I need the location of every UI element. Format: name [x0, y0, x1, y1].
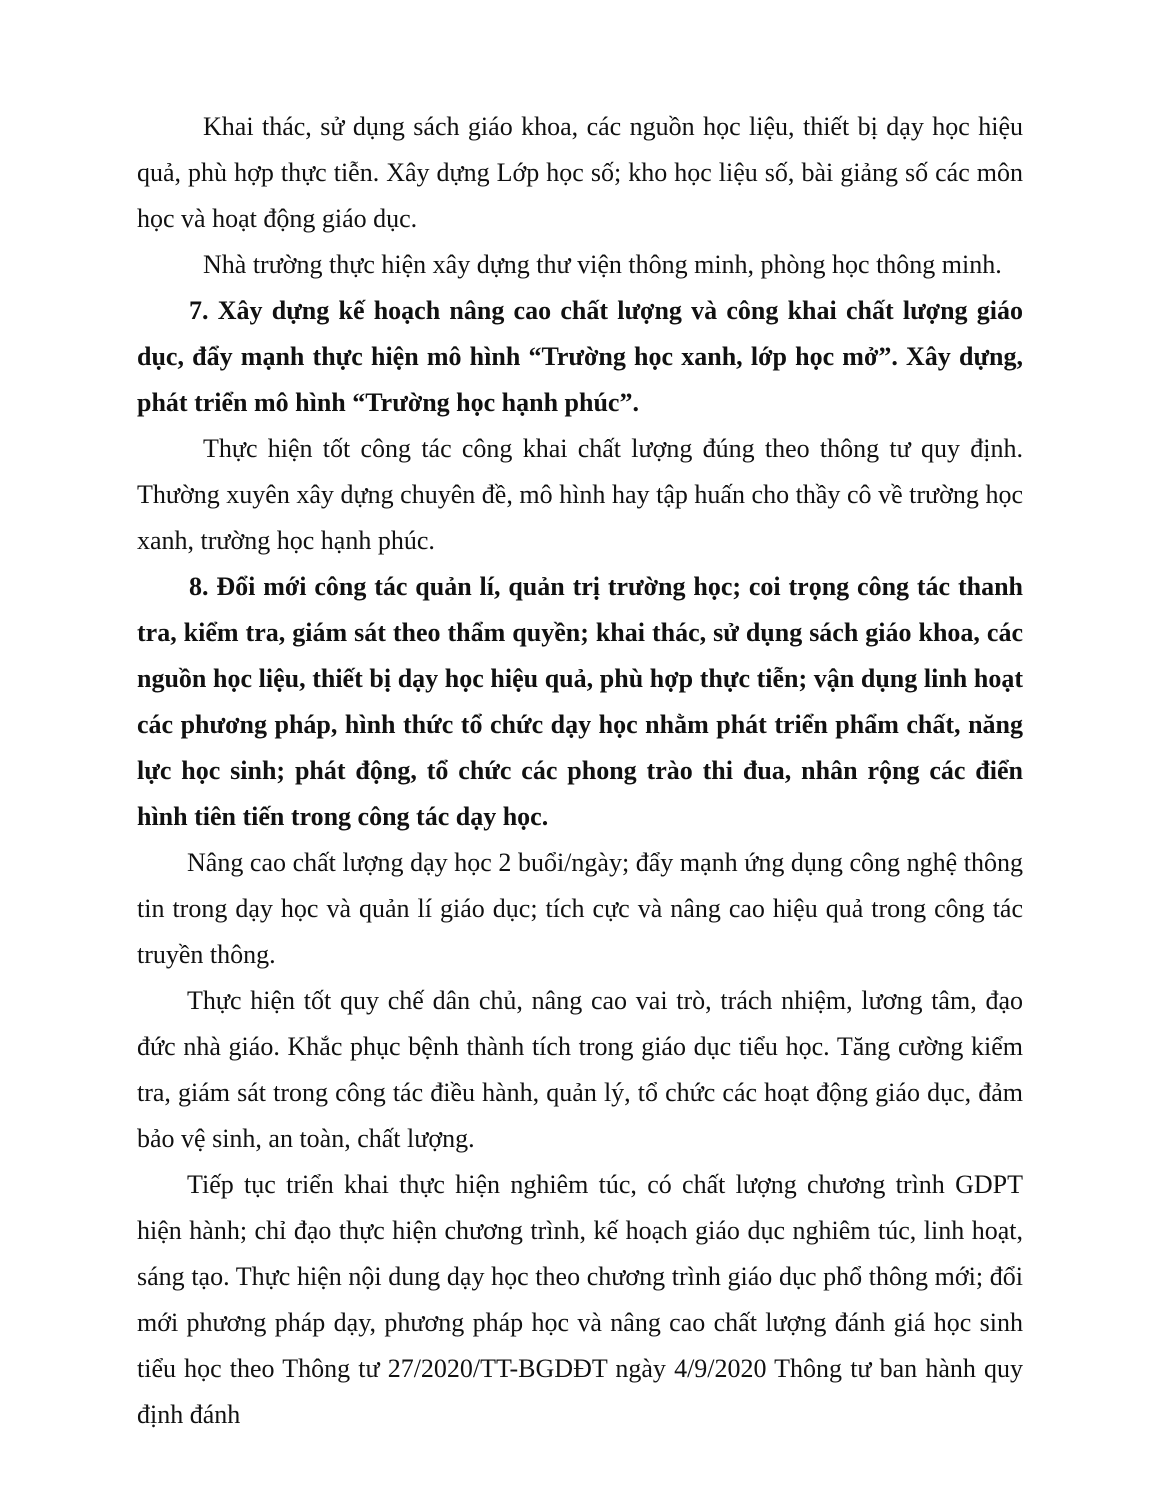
- paragraph-smart-library: Nhà trường thực hiện xây dựng thư viện thông minh, phòng học thông minh.: [203, 250, 1002, 279]
- paragraph-learning-resources: Khai thác, sử dụng sách giáo khoa, các nguồn học liệu, thiết bị dạy học hiệu quả, phù hợp thực tiễn. Xây dựng Lớp học số; kho học liệu số, bài giảng số các môn học và hoạt động giáo dục.: [137, 112, 1023, 233]
- heading-section-8: 8. Đổi mới công tác quản lí, quản trị trường học; coi trọng công tác thanh tra, kiểm tra, giám sát theo thẩm quyền; khai thác, sử dụng sách giáo khoa, các nguồn học liệu, thiết bị dạy học hiệu quả, phù hợp thực tiễn; vận dụng linh hoạt các phương pháp, hình thức tổ chức dạy học nhằm phát triển phẩm chất, năng lực học sinh; phát động, tổ chức các phong trào thi đua, nhân rộng các điển hình tiên tiến trong công tác dạy học.: [137, 572, 1023, 831]
- paragraph-gdpt-program: Tiếp tục triển khai thực hiện nghiêm túc, có chất lượng chương trình GDPT hiện hành; chỉ đạo thực hiện chương trình, kế hoạch giáo dục nghiêm túc, linh hoạt, sáng tạo. Thực hiện nội dung dạy học theo chương trình giáo dục phổ thông mới; đổi mới phương pháp dạy, phương pháp học và nâng cao chất lượng đánh giá học sinh tiểu học theo Thông tư 27/2020/TT-BGDĐT ngày 4/9/2020 Thông tư ban hành quy định đánh: [137, 1170, 1023, 1429]
- heading-section-7: 7. Xây dựng kế hoạch nâng cao chất lượng và công khai chất lượng giáo dục, đẩy mạnh thực hiện mô hình “Trường học xanh, lớp học mở”. Xây dựng, phát triển mô hình “Trường học hạnh phúc”.: [137, 296, 1023, 417]
- paragraph-two-sessions: Nâng cao chất lượng dạy học 2 buổi/ngày; đẩy mạnh ứng dụng công nghệ thông tin trong dạy học và quản lí giáo dục; tích cực và nâng cao hiệu quả trong công tác truyền thông.: [137, 848, 1023, 969]
- paragraph-democracy-rules: Thực hiện tốt quy chế dân chủ, nâng cao vai trò, trách nhiệm, lương tâm, đạo đức nhà giáo. Khắc phục bệnh thành tích trong giáo dục tiểu học. Tăng cường kiểm tra, giám sát trong công tác điều hành, quản lý, tổ chức các hoạt động giáo dục, đảm bảo vệ sinh, an toàn, chất lượng.: [137, 986, 1023, 1153]
- paragraph-quality-disclosure: Thực hiện tốt công tác công khai chất lượng đúng theo thông tư quy định. Thường xuyên xây dựng chuyên đề, mô hình hay tập huấn cho thầy cô về trường học xanh, trường học hạnh phúc.: [137, 434, 1023, 555]
- document-body: [137, 104, 1023, 1438]
